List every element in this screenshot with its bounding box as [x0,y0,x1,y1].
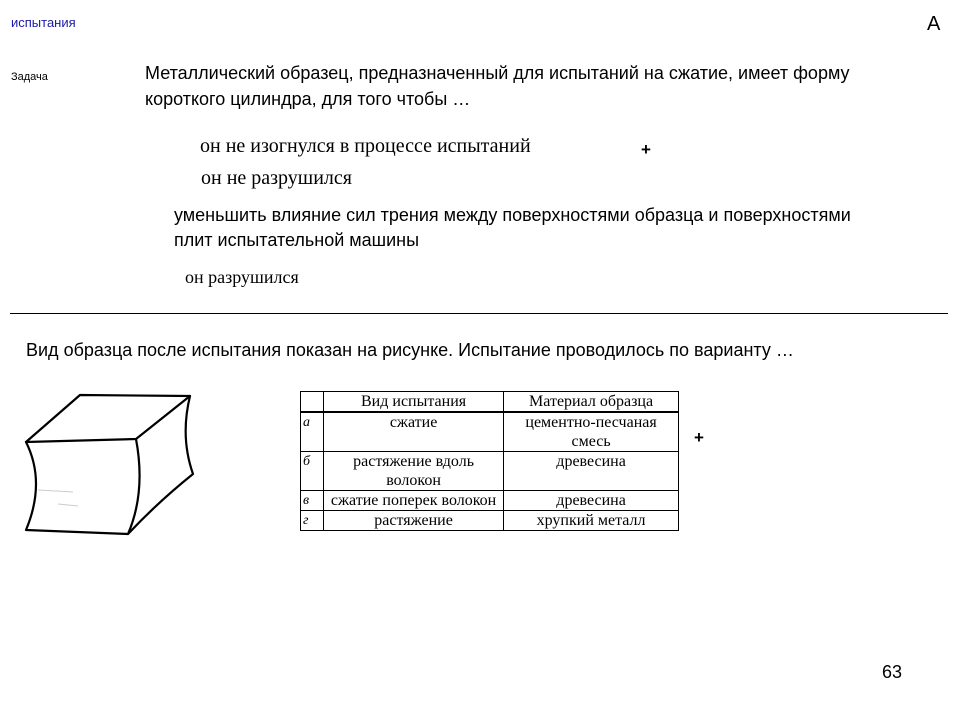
variant-letter: в [301,491,324,511]
correct-mark: + [641,140,651,159]
table-row [301,511,679,531]
variant-material: древесина [504,452,679,491]
variant-letter: б [301,452,324,491]
correct-mark: + [694,428,704,447]
corner-letter: А [927,13,941,35]
section-divider [10,313,948,314]
header-test-type: Вид испытания [324,392,504,413]
variant-material: хрупкий металл [504,511,679,531]
question-2-text: Вид образца после испытания показан на рисунке. Испытание проводилось по варианту … [26,340,794,360]
header-letter-cell [301,392,324,413]
variant-test: сжатие поперек волокон [324,491,504,511]
specimen-drawing [18,382,208,552]
variant-letter: а [301,412,324,452]
variant-material: цементно-песчаная смесь [504,412,679,452]
answer-option-4: он разрушился [185,267,299,287]
table-row [301,452,679,491]
answer-option-2: он не разрушился [201,167,352,189]
question-1-text: Металлический образец, предназначенный для испытаний на сжатие, имеет форму короткого цилиндра, для того чтобы … [145,63,850,109]
answer-option-3: уменьшить влияние сил трения между поверхностями образца и поверхностями плит испытательной машины [174,205,851,250]
variant-test: сжатие [324,412,504,452]
header-material: Материал образца [504,392,679,413]
table-row [301,412,679,452]
variant-material: древесина [504,491,679,511]
answer-option-1: он не изогнулся в процессе испытаний [200,135,531,157]
table-header-row [301,392,679,413]
variants-table [300,391,679,531]
table-row [301,491,679,511]
page-number: 63 [882,662,903,682]
task-label: Задача [11,71,48,83]
topic-title: испытания [11,15,76,30]
variant-letter: г [301,511,324,531]
variant-test: растяжение [324,511,504,531]
variant-test: растяжение вдоль волокон [324,452,504,491]
